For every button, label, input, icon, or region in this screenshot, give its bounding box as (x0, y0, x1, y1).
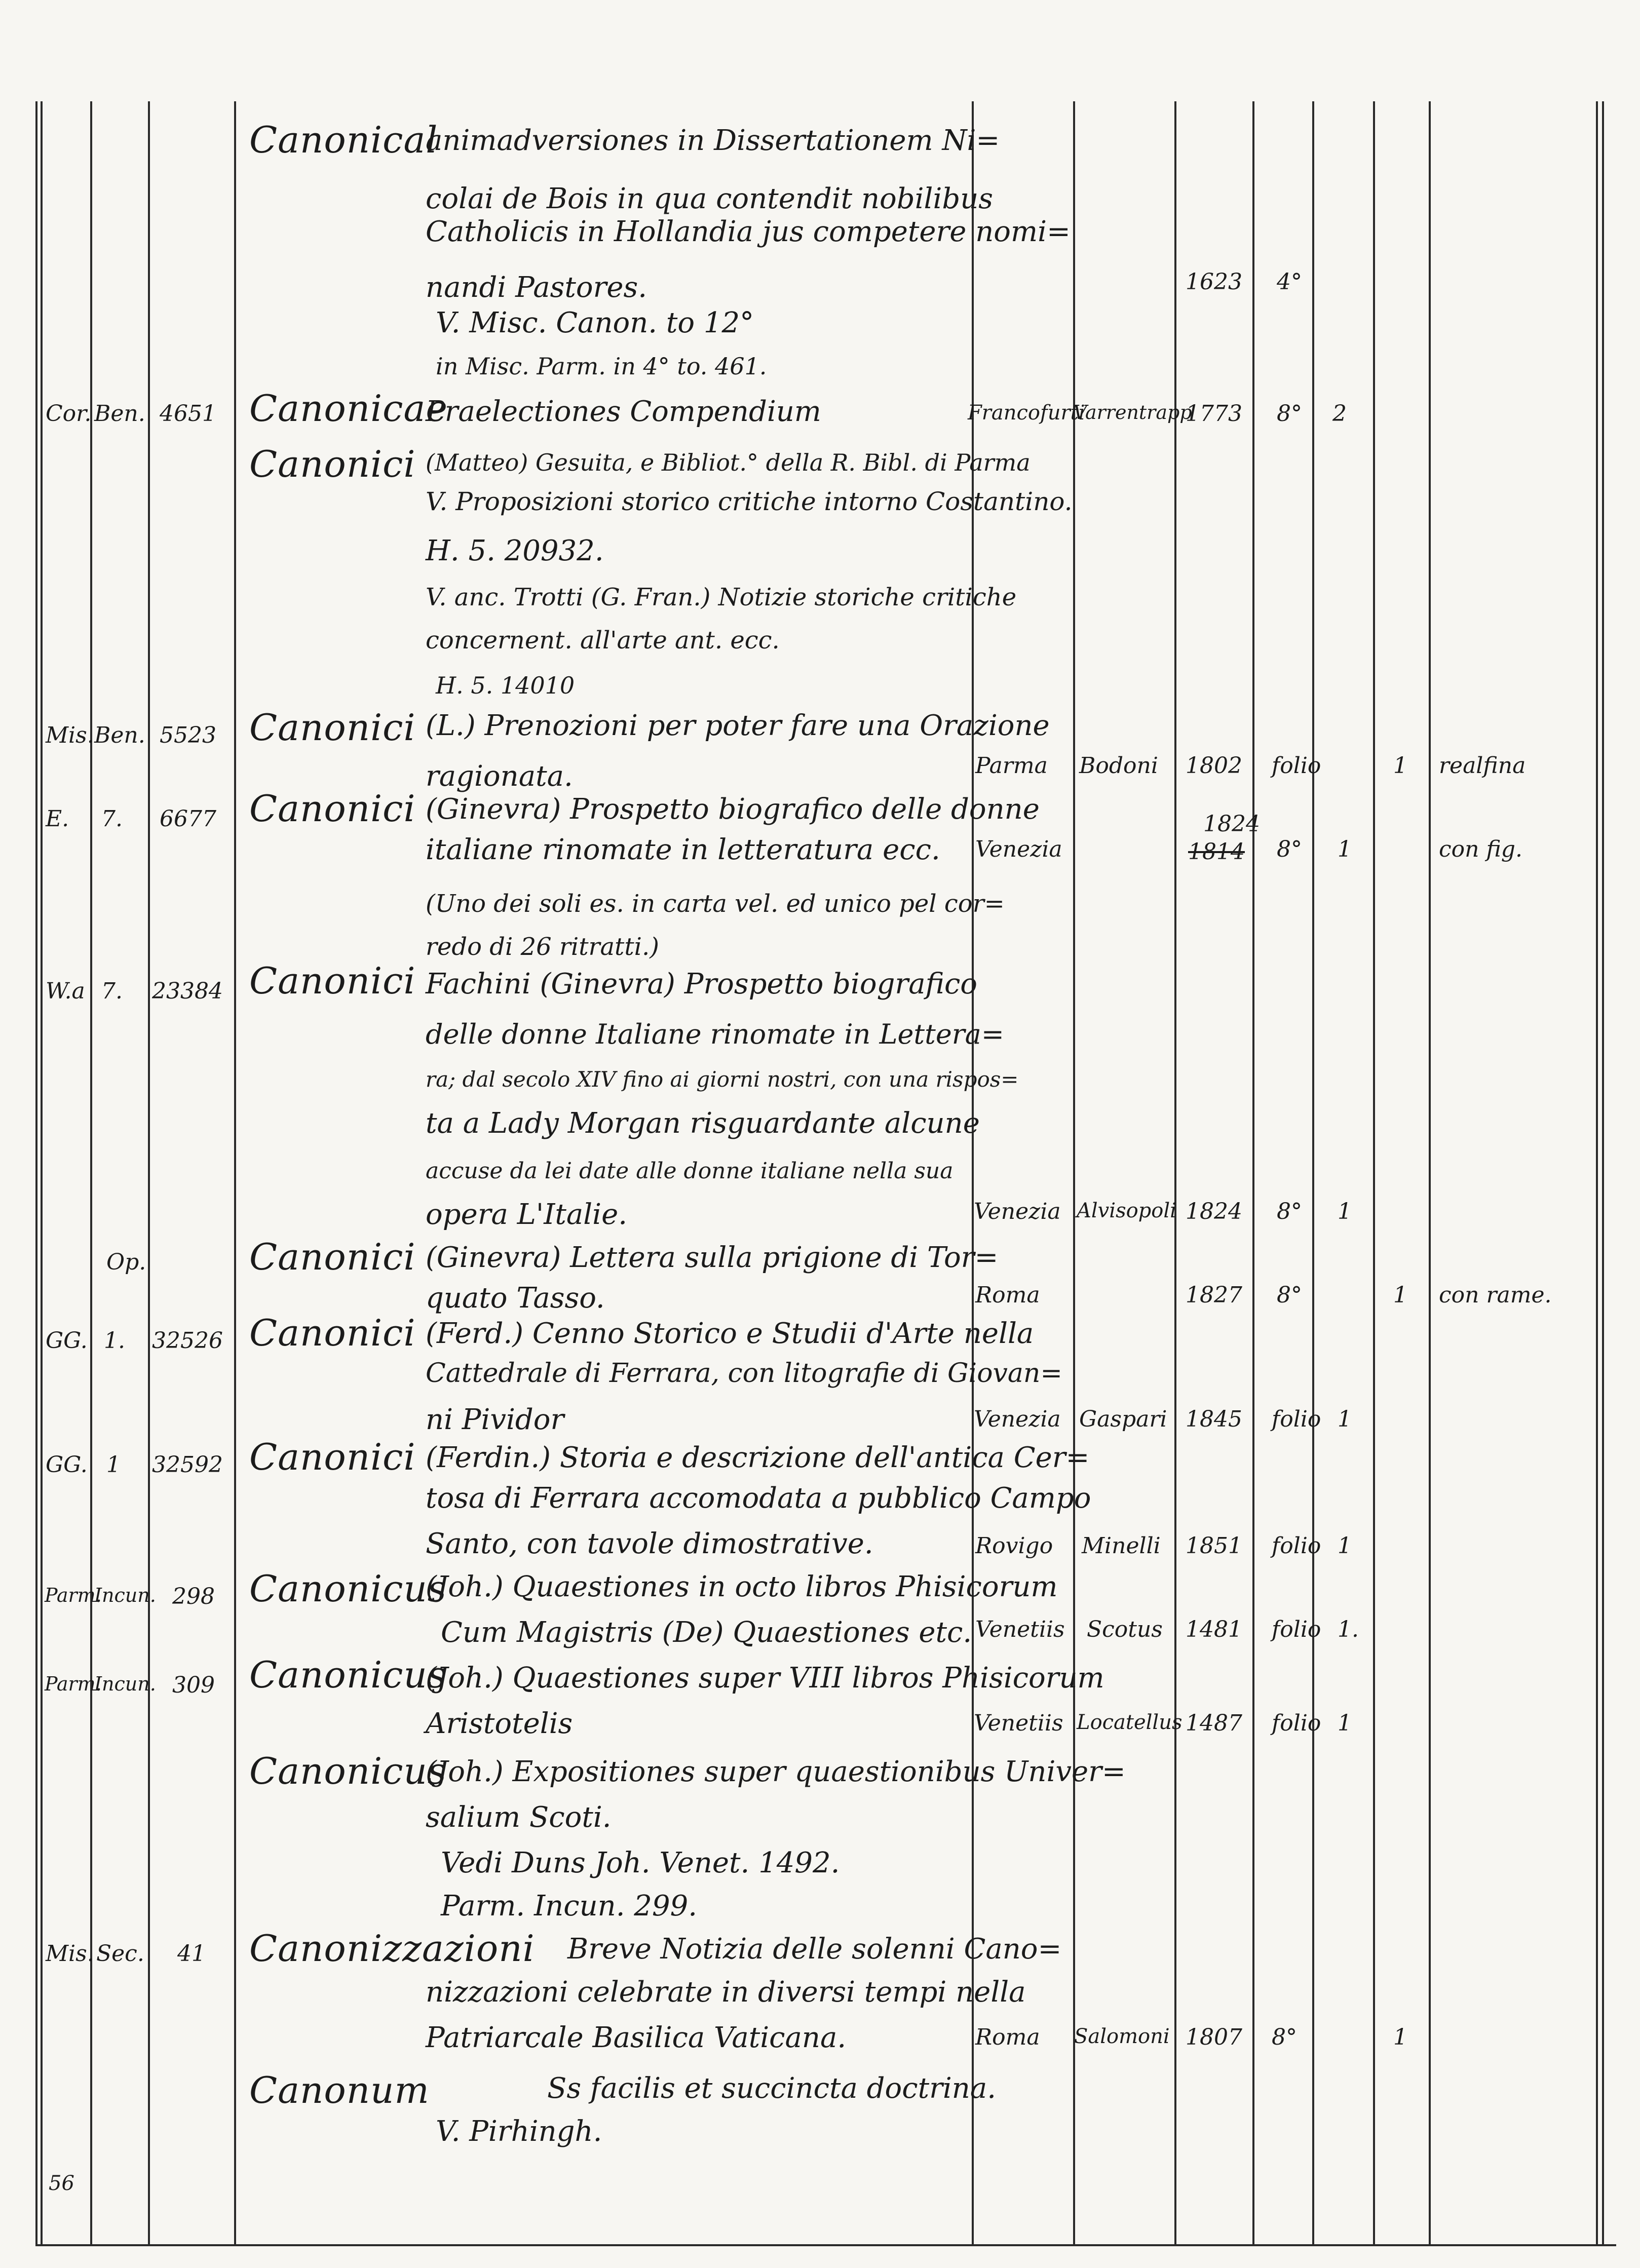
entry-text-line: quato Tasso. (426, 1282, 605, 1315)
entry-collection: Ben. (94, 401, 145, 427)
entry-collection: 1 (106, 1452, 121, 1478)
entry-text-line: colai de Bois in qua contendit nobilibus (426, 182, 993, 215)
entry-collection: 1. (104, 1328, 125, 1354)
entry-place: Venezia (974, 1199, 1061, 1224)
entry-text-line: salium Scoti. (426, 1801, 612, 1834)
entry-headword: Canonizzazioni (249, 1927, 535, 1970)
column-rule (1429, 101, 1431, 2244)
entry-shelf: E. (46, 806, 69, 832)
entry-year: 1824 (1186, 1199, 1242, 1224)
entry-text-line: H. 5. 20932. (426, 534, 604, 567)
entry-text-line: redo di 26 ritratti.) (426, 933, 659, 961)
entry-number: 41 (177, 1941, 206, 1967)
entry-collection: Incun. (94, 1673, 156, 1695)
entry-printer: Alvisopoli (1077, 1199, 1176, 1222)
entry-text-line: V. Pirhingh. (436, 2115, 602, 2148)
entry-text-line: V. Proposizioni storico critiche intorno Costantino. (426, 487, 1073, 516)
entry-headword: Canonici (249, 787, 416, 830)
entry-notes: realfina (1439, 753, 1526, 779)
entry-place: Roma (975, 1282, 1040, 1308)
entry-printer: Salomoni (1074, 2025, 1170, 2048)
entry-text-line: Fachini (Ginevra) Prospetto biografico (426, 968, 978, 1001)
entry-year: 1623 (1186, 269, 1242, 295)
entry-text-line: Patriarcale Basilica Vaticana. (426, 2021, 847, 2054)
entry-shelf: W.a (46, 978, 85, 1004)
bottom-rule (35, 2244, 1616, 2246)
entry-text-line: in Misc. Parm. in 4° to. 461. (436, 353, 767, 380)
entry-year: 1773 (1186, 401, 1242, 427)
entry-headword: Canonicus (249, 1567, 447, 1610)
entry-copies: 1 (1338, 1710, 1352, 1736)
entry-text-line: Parm. Incun. 299. (441, 1890, 697, 1923)
column-rule (41, 101, 43, 2244)
entry-format: 8° (1277, 836, 1302, 862)
entry-format: 8° (1272, 2024, 1297, 2050)
entry-shelf: GG. (46, 1328, 88, 1354)
entry-text-line: Praelectiones Compendium (426, 395, 821, 428)
entry-text-line: (Matteo) Gesuita, e Bibliot.° della R. Bibl. di Parma (426, 449, 1031, 476)
entry-headword: Canonici (249, 1312, 416, 1354)
entry-format: 4° (1277, 269, 1302, 295)
entry-printer: Gaspari (1079, 1406, 1167, 1432)
entry-collection: 7. (101, 806, 123, 832)
column-rule (148, 101, 150, 2244)
entry-text-line: ta a Lady Morgan risguardante alcune (426, 1107, 980, 1140)
entry-text-line: delle donne Italiane rinomate in Lettera= (426, 1018, 1005, 1050)
column-rule (1312, 101, 1314, 2244)
entry-place: Francofurti (968, 401, 1085, 425)
entry-collection: Ben. (94, 722, 145, 748)
entry-format: 8° (1277, 401, 1302, 427)
entry-text-line: accuse da lei date alle donne italiane nella sua (426, 1158, 954, 1184)
entry-text-line: (Ferdin.) Storia e descrizione dell'antica Cer= (426, 1441, 1090, 1474)
entry-place: Venezia (975, 836, 1062, 862)
entry-printer: Locatellus (1077, 1711, 1183, 1734)
entry-format: folio (1272, 1533, 1321, 1559)
entry-printer: Minelli (1082, 1533, 1161, 1559)
entry-year: 1845 (1186, 1406, 1242, 1432)
entry-text-line: (Uno dei soli es. in carta vel. ed unico pel cor= (426, 890, 1005, 918)
entry-headword: Canonici (249, 1436, 416, 1478)
entry-copies: 1. (1338, 1617, 1359, 1642)
entry-printer: Bodoni (1079, 753, 1158, 779)
entry-text-line: (L.) Prenozioni per poter fare una Orazione (426, 709, 1050, 742)
entry-shelf: Mis. (46, 1941, 94, 1967)
entry-year: 1481 (1186, 1617, 1242, 1642)
entry-place: Venetiis (975, 1617, 1065, 1642)
entry-text-line: Breve Notizia delle solenni Cano= (567, 1933, 1062, 1966)
entry-copies: 1 (1393, 2024, 1407, 2050)
entry-text-line: ni Pividor (426, 1403, 564, 1436)
entry-collection: Sec. (96, 1941, 144, 1967)
entry-headword: Canonum (249, 2069, 430, 2111)
entry-text-line: animadversiones in Dissertationem Ni= (426, 124, 1000, 157)
entry-headword: Canonici (249, 706, 416, 749)
column-rule (1252, 101, 1254, 2244)
entry-headword: Canonici (249, 1236, 416, 1278)
column-rule (234, 101, 236, 2244)
entry-collection: Op. (106, 1249, 146, 1275)
entry-headword: Canonici (249, 959, 416, 1002)
entry-text-line: (Joh.) Quaestiones in octo libros Phisicorum (426, 1570, 1058, 1603)
column-rule (1602, 101, 1604, 2244)
entry-place: Venezia (974, 1406, 1061, 1432)
entry-headword: Canonicus (249, 1750, 447, 1792)
entry-text-line: V. Misc. Canon. to 12° (436, 306, 754, 339)
entry-copies: 1 (1338, 1533, 1352, 1559)
entry-text-line: nizzazioni celebrate in diversi tempi nella (426, 1976, 1026, 2009)
entry-year: 1802 (1186, 753, 1242, 779)
entry-shelf: Parm. (45, 1673, 102, 1695)
entry-year: 1851 (1186, 1533, 1242, 1559)
entry-text-line: concernent. all'arte ant. ecc. (426, 626, 780, 655)
entry-year: 1824 (1203, 811, 1260, 837)
entry-copies: 1 (1338, 1199, 1352, 1224)
entry-format: 8° (1277, 1199, 1302, 1224)
entry-copies: 1 (1393, 1282, 1407, 1308)
entry-text-line: italiane rinomate in letteratura ecc. (426, 833, 940, 866)
column-rule (1596, 101, 1598, 2244)
entry-text-line: tosa di Ferrara accomodata a pubblico Campo (426, 1482, 1091, 1515)
entry-year-struck: 1814 (1188, 839, 1245, 865)
entry-text-line: ragionata. (426, 760, 573, 793)
entry-place: Rovigo (975, 1533, 1053, 1559)
page-number: 56 (49, 2172, 74, 2195)
entry-year: 1827 (1186, 1282, 1242, 1308)
entry-text-line: (Ginevra) Lettera sulla prigione di Tor= (426, 1241, 999, 1274)
entry-copies: 1 (1338, 836, 1352, 862)
entry-text-line: (Joh.) Expositiones super quaestionibus Univer= (426, 1755, 1126, 1788)
entry-headword: Canonical (249, 119, 438, 161)
entry-notes: con fig. (1439, 836, 1522, 862)
entry-collection: Incun. (94, 1584, 156, 1606)
entry-number: 309 (172, 1672, 215, 1698)
entry-shelf: Cor. (46, 401, 92, 427)
entry-headword: Canonicus (249, 1654, 447, 1696)
entry-place: Parma (975, 753, 1048, 779)
entry-format: folio (1272, 753, 1321, 779)
entry-number: 32526 (152, 1328, 223, 1354)
entry-shelf: Parm. (45, 1584, 102, 1606)
entry-text-line: Aristotelis (426, 1707, 573, 1740)
entry-number: 298 (172, 1584, 215, 1609)
entry-text-line: (Ferd.) Cenno Storico e Studii d'Arte nella (426, 1317, 1034, 1350)
entry-headword: Canonici (249, 443, 416, 485)
entry-number: 23384 (152, 978, 223, 1004)
entry-text-line: (Joh.) Quaestiones super VIII libros Phisicorum (426, 1662, 1104, 1695)
entry-text-line: Cum Magistris (De) Quaestiones etc. (441, 1616, 972, 1649)
entry-text-line: (Ginevra) Prospetto biografico delle donne (426, 793, 1040, 826)
entry-printer: Scotus (1087, 1617, 1163, 1642)
entry-year: 1487 (1186, 1710, 1242, 1736)
column-rule (1373, 101, 1375, 2244)
entry-format: 8° (1277, 1282, 1302, 1308)
entry-place: Venetiis (974, 1710, 1063, 1736)
entry-text-line: Santo, con tavole dimostrative. (426, 1527, 873, 1560)
entry-collection: 7. (101, 978, 123, 1004)
entry-copies: 2 (1332, 401, 1347, 427)
entry-shelf: GG. (46, 1452, 88, 1478)
entry-text-line: Vedi Duns Joh. Venet. 1492. (441, 1847, 840, 1879)
entry-number: 5523 (160, 722, 216, 748)
entry-text-line: Catholicis in Hollandia jus competere nomi= (426, 215, 1071, 248)
entry-text-line: nandi Pastores. (426, 271, 647, 304)
entry-number: 32592 (152, 1452, 223, 1478)
entry-headword: Canonicae (249, 387, 448, 430)
entry-copies: 1 (1338, 1406, 1352, 1432)
column-rule (35, 101, 37, 2244)
entry-format: folio (1272, 1710, 1321, 1736)
entry-year: 1807 (1186, 2024, 1242, 2050)
entry-text-line: Cattedrale di Ferrara, con litografie di Giovan= (426, 1358, 1062, 1389)
entry-printer: Varrentrapp (1073, 401, 1192, 424)
entry-text-line: ra; dal secolo XIV fino ai giorni nostri, con una rispos= (426, 1067, 1019, 1092)
entry-format: folio (1272, 1406, 1321, 1432)
entry-text-line: opera L'Italie. (426, 1198, 628, 1231)
entry-copies: 1 (1393, 753, 1407, 779)
entry-text-line: Ss facilis et succincta doctrina. (547, 2072, 997, 2105)
entry-number: 4651 (160, 401, 216, 427)
entry-shelf: Mis. (46, 722, 94, 748)
entry-text-line: V. anc. Trotti (G. Fran.) Notizie storiche critiche (426, 583, 1017, 611)
entry-number: 6677 (160, 806, 216, 832)
entry-notes: con rame. (1439, 1282, 1552, 1308)
entry-place: Roma (975, 2024, 1040, 2050)
entry-format: folio (1272, 1617, 1321, 1642)
entry-text-line: H. 5. 14010 (436, 672, 575, 699)
